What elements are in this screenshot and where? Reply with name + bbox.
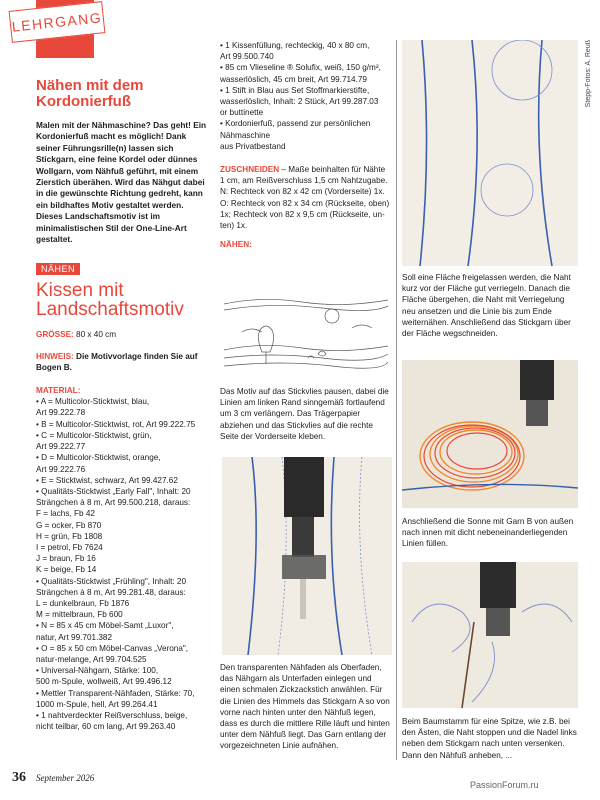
- section-title: [36, 281, 211, 319]
- title-line-1: Nähen mit dem: [36, 77, 144, 94]
- caption-sun: Anschließend die Sonne mit Garn B von außen nach innen mit dicht nebeneinanderliegenden Linien füllen.: [402, 517, 574, 549]
- hint-info: [36, 351, 211, 373]
- mat-l-line: Art 99.222.77: [36, 442, 86, 452]
- hint-label: HINWEIS:: [36, 351, 74, 361]
- photo-sun-thread: [402, 360, 578, 508]
- hint-value: Die Motivvorlage finden Sie auf Bogen B.: [36, 351, 198, 372]
- mat-l-line: • Mettler Transparent-Nähfaden, Stärke: 70,: [36, 688, 195, 698]
- mat-l-line: • E = Sticktwist, schwarz, Art 99.427.62: [36, 475, 178, 485]
- mat-l-line: 500 m-Spule, wollweiß, Art 99.496.12: [36, 677, 172, 687]
- size-value: 80 x 40 cm: [76, 330, 117, 340]
- cutting-line: 1x; Rechteck von 82 x 9,5 cm (Rückseite, un-: [220, 209, 385, 219]
- section-tag: LEHRGANG: [9, 1, 106, 43]
- caption-tree: Beim Baumstamm für eine Spitze, wie z.B. bei den Ästen, die Naht stoppen und die Nadel links neben dem Stickgarn nach unten versenken. Dann den Nähfuß anheben, ...: [402, 717, 577, 760]
- photo-tree-branch: [402, 562, 578, 708]
- left-column: [36, 78, 211, 732]
- mat-l-line: Strängchen à 8 m, Art 99.281.48, daraus:: [36, 587, 186, 597]
- column-divider: [396, 40, 397, 760]
- photo-credit: Stepp-Fotos: A. Reuß: [585, 40, 592, 108]
- section-label: NÄHEN: [36, 263, 80, 275]
- mat-l-line: K = beige, Fb 14: [36, 565, 97, 575]
- page-number: 36: [12, 770, 26, 785]
- landscape-line-art: [222, 292, 390, 378]
- section-title-line-1: Kissen mit: [36, 280, 124, 302]
- mat-l-line: F = lachs, Fb 42: [36, 509, 95, 519]
- mat-l-line: nicht teilbar, 60 cm lang, Art 99.263.40: [36, 722, 176, 732]
- mat-m-line: • 1 Stift in Blau aus Set Stoffmarkierstifte,: [220, 85, 370, 95]
- cutting-line: O: Rechteck von 82 x 34 cm (Rückseite, oben): [220, 198, 390, 208]
- caption-freeze-area: Soll eine Fläche freigelassen werden, die Naht kurz vor der Fläche gut verriegeln. Danach die Fläche übergehen, die Naht mit Verriegelung neu ansetzen und die Linie bis zum Ende weiternähen. Anschließend das Stickgarn über der Fläche wegschneiden.: [402, 273, 571, 339]
- mat-l-line: J = braun, Fb 16: [36, 554, 96, 564]
- mat-m-line: wasserlöslich, 45 cm breit, Art 99.714.79: [220, 74, 367, 84]
- mat-m-line: • Kordonierfuß, passend zur persönlichen: [220, 119, 371, 129]
- material-label: MATERIAL:: [36, 386, 81, 396]
- mat-l-line: M = mittelbraun, Fb 600: [36, 610, 123, 620]
- photo-sewing-lines: [222, 457, 392, 655]
- mat-l-line: • Universal-Nähgarn, Stärke: 100,: [36, 666, 159, 676]
- mat-l-line: I = petrol, Fb 7624: [36, 542, 103, 552]
- mat-l-line: Art 99.222.78: [36, 408, 86, 418]
- mat-l-line: natur-melange, Art 99.704.525: [36, 654, 147, 664]
- mat-m-line: or buttinette: [220, 108, 264, 118]
- mat-l-line: • D = Multicolor-Sticktwist, orange,: [36, 453, 161, 463]
- cutting-section: [220, 164, 392, 231]
- size-info: [36, 329, 211, 340]
- mat-l-line: • Qualitäts-Sticktwist „Frühling", Inhalt: 20: [36, 576, 187, 586]
- size-label: GRÖSSE:: [36, 330, 74, 340]
- mat-m-line: wasserlöslich, Inhalt: 2 Stück, Art 99.287.03: [220, 97, 379, 107]
- mat-l-line: L = dunkelbraun, Fb 1876: [36, 598, 130, 608]
- sewing-label: NÄHEN:: [220, 240, 252, 250]
- mat-m-line: • 85 cm Vlieseline ® Solufix, weiß, 150 g/m²,: [220, 63, 381, 73]
- title-line-2: Kordonierfuß: [36, 93, 131, 110]
- mat-l-line: H = grün, Fb 1808: [36, 531, 103, 541]
- materials-list-left: [36, 396, 211, 732]
- caption-thread: Den transparenten Nähfaden als Oberfaden, das Nähgarn als Unterfaden einlegen und einen schmalen Zickzackstich anwählen. Für die Linien des Himmels das Stickgarn A so von vorne nach hinten unter den Nähfuß legen, dass es durch die mittlere Rille läuft und hinten unter dem Nähfuß liegt. Das Garn entlang der vorgezeichneten Linie aufnähen.: [220, 663, 390, 751]
- mat-l-line: Strängchen à 8 m, Art 99.500.218, daraus:: [36, 498, 191, 508]
- section-title-line-2: Landschaftsmotiv: [36, 299, 184, 321]
- cutting-line: – Maße beinhalten für Nähte: [281, 165, 386, 175]
- watermark: PassionForum.ru: [470, 780, 539, 790]
- mat-l-line: • N = 85 x 45 cm Möbel-Samt „Luxor",: [36, 621, 174, 631]
- mat-l-line: natur, Art 99.701.382: [36, 632, 113, 642]
- mat-l-line: • B = Multicolor-Sticktwist, rot, Art 99.222.75: [36, 419, 196, 429]
- cutting-line: N: Rechteck von 82 x 42 cm (Vorderseite) 1x.: [220, 187, 385, 197]
- caption-motif: Das Motiv auf das Stickvlies pausen, dabei die Linien am linken Rand sinngemäß fortlaufend um 3 cm verlängern. Das Trägerpapier abziehen und das Stickvlies auf die rechte Seite der Vorderseite kleben.: [220, 387, 389, 441]
- mat-l-line: • Qualitäts-Sticktwist „Early Fall", Inhalt: 20: [36, 486, 191, 496]
- cutting-line: 1 cm, am Reißverschluss 1,5 cm Nahtzugabe.: [220, 176, 388, 186]
- section-header: [36, 259, 211, 277]
- mat-m-line: • 1 Kissenfüllung, rechteckig, 40 x 80 cm,: [220, 41, 370, 50]
- mat-m-line: aus Privatbestand: [220, 141, 286, 151]
- mat-l-line: • 1 nahtverdeckter Reißverschluss, beige,: [36, 710, 188, 720]
- middle-column: [220, 40, 392, 250]
- motif-illustration: [222, 292, 390, 378]
- cutting-label: ZUSCHNEIDEN: [220, 165, 280, 175]
- materials-list-mid: [220, 40, 392, 152]
- intro-text: Malen mit der Nähmaschine? Das geht! Ein Kordonierfuß macht es möglich! Dank seiner Führungsrille(n) lassen sich Stickgarn, eine feine Kordel oder dünnes Wollgarn, vom Nähfuß geführt, mit einem Zierstich überähen. Wird das Nähgut dabei in die gewünschte Richtung gedreht, kann ein bildhaftes Motiv gestaltet werden. Dieses Landschaftsmotiv ist im minimalistischen Stil der One-Line-Art gestaltet.: [36, 120, 207, 245]
- cutting-text: [220, 165, 392, 231]
- cutting-line: ten) 1x.: [220, 221, 248, 231]
- mat-l-line: 1000 m-Spule, hell, Art 99.264.41: [36, 699, 158, 709]
- article-title: [36, 78, 211, 110]
- mat-l-line: • C = Multicolor-Sticktwist, grün,: [36, 430, 152, 440]
- mat-m-line: Art 99.500.740: [220, 52, 274, 62]
- mat-l-line: G = ocker, Fb 870: [36, 520, 102, 530]
- mat-l-line: • O = 85 x 50 cm Möbel-Canvas „Verona",: [36, 643, 189, 653]
- mat-l-line: • A = Multicolor-Sticktwist, blau,: [36, 397, 150, 407]
- issue-date: September 2026: [36, 773, 95, 783]
- mat-m-line: Nähmaschine: [220, 130, 271, 140]
- photo-sky-lines: [402, 40, 578, 266]
- mat-l-line: Art 99.222.76: [36, 464, 86, 474]
